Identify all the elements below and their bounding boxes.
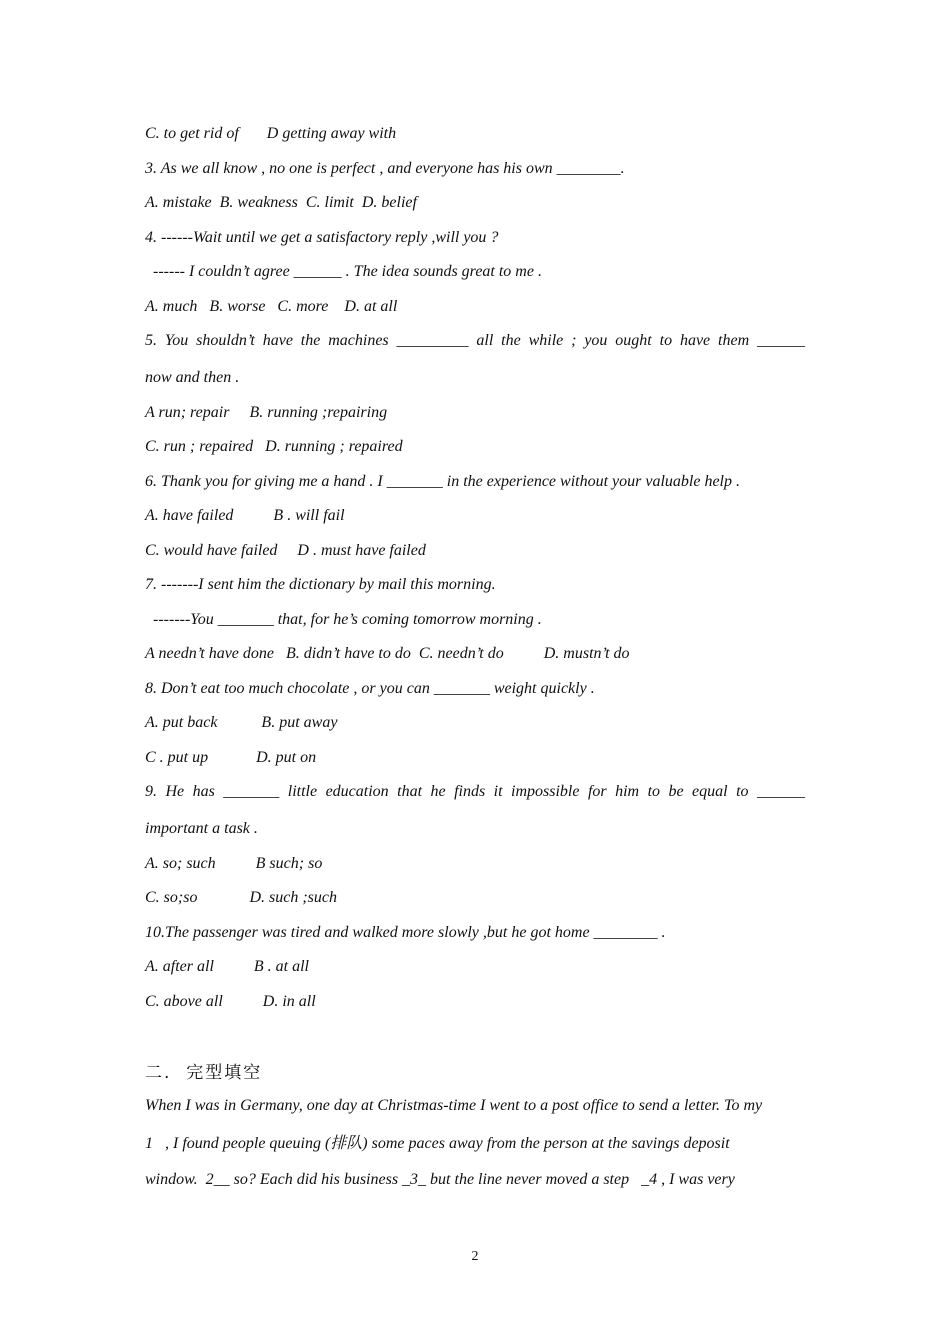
options-8b: C . put up D. put on [145, 749, 317, 766]
question-5: 5. You shouldn’t have the machines _________ all the while ; you ought to have them ______ [145, 332, 805, 349]
question-10: 10.The passenger was tired and walked more slowly ,but he got home ________ . [145, 924, 666, 941]
question-3: 3. As we all know , no one is perfect , and everyone has his own ________. [145, 160, 625, 177]
question-8: 8. Don’t eat too much chocolate , or you can _______ weight quickly . [145, 680, 595, 697]
question-7-reply: -------You _______ that, for he’s coming tomorrow morning . [145, 611, 542, 628]
page-number: 2 [471, 1249, 479, 1264]
options-10a: A. after all B . at all [145, 958, 309, 975]
question-4: 4. ------Wait until we get a satisfactory reply ,will you ? [145, 229, 499, 246]
options-8a: A. put back B. put away [145, 714, 338, 731]
cloze-line-3: window. 2__ so? Each did his business _3_ but the line never moved a step _4 , I was very [145, 1171, 735, 1188]
options-4: A. much B. worse C. more D. at all [145, 298, 398, 315]
options-7: A needn’t have done B. didn’t have to do C. needn’t do D. mustn’t do [145, 645, 630, 662]
section-heading: 二. 完型填空 [145, 1063, 263, 1083]
options-3: A. mistake B. weakness C. limit D. belief [145, 194, 417, 211]
options-5a: A run; repair B. running ;repairing [145, 404, 388, 421]
question-9: 9. He has _______ little education that he finds it impossible for him to be equal to ______ [145, 783, 805, 800]
cloze-line-1: When I was in Germany, one day at Christmas-time I went to a post office to send a letter. To my [145, 1097, 763, 1114]
options-5b: C. run ; repaired D. running ; repaired [145, 438, 403, 455]
options-9a: A. so; such B such; so [145, 855, 323, 872]
cloze-line-2: 1 , I found people queuing (排队) some paces away from the person at the savings deposit [145, 1135, 730, 1152]
question-9-cont: important a task . [145, 820, 258, 837]
options-10b: C. above all D. in all [145, 993, 316, 1010]
options-6b: C. would have failed D . must have failed [145, 542, 426, 559]
question-7: 7. -------I sent him the dictionary by mail this morning. [145, 576, 496, 593]
option-line: C. to get rid of D getting away with [145, 125, 397, 142]
options-9b: C. so;so D. such ;such [145, 889, 337, 906]
options-6a: A. have failed B . will fail [145, 507, 345, 524]
question-4-reply: ------ I couldn’t agree ______ . The idea sounds great to me . [145, 263, 542, 280]
question-5-cont: now and then . [145, 369, 240, 386]
question-6: 6. Thank you for giving me a hand . I _______ in the experience without your valuable help . [145, 473, 740, 490]
